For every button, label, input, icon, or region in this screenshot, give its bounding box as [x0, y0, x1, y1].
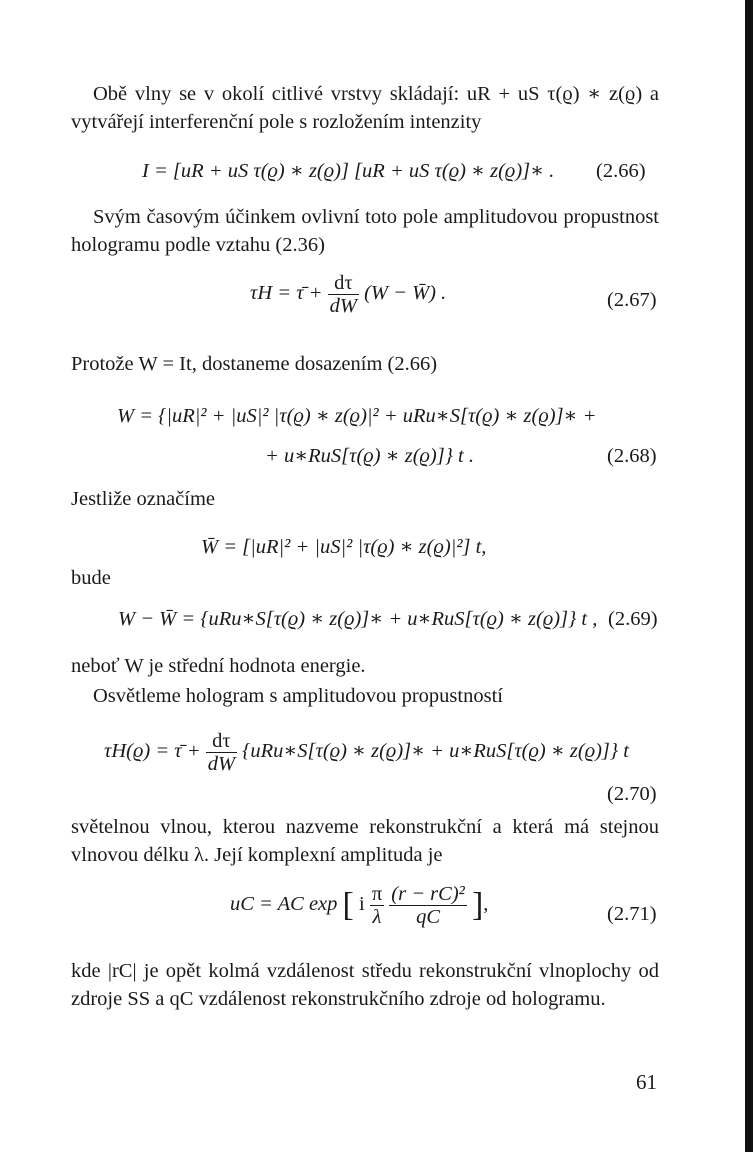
eq270-denominator: dW: [207, 753, 236, 775]
eq267-rhs: (W − W̄) .: [364, 282, 447, 305]
equation-2-70: [104, 730, 629, 775]
paragraph-4: Jestliže označíme: [71, 488, 216, 510]
eq270-numerator: dτ: [206, 730, 237, 753]
eq267-lhs: τH = τ̄ +: [250, 282, 323, 305]
eq271-f2-denominator: qC: [416, 906, 441, 928]
paragraph-6: neboť W je střední hodnota energie.: [71, 655, 366, 677]
eq271-f1-numerator: π: [371, 883, 383, 905]
equation-2-68-line-1: W = {|uR|² + |uS|² |τ(ϱ) ∗ z(ϱ)|² + uRu∗S[τ(ϱ) ∗ z(ϱ)]∗ +: [117, 405, 597, 427]
equation-number-2-66: (2.66): [596, 160, 646, 182]
eq271-right-bracket: ]: [471, 886, 484, 924]
page-number: 61: [636, 1070, 657, 1094]
eq271-f2-numerator: (r − rC)²: [391, 883, 465, 905]
eq270-rhs: {uRu∗S[τ(ϱ) ∗ z(ϱ)]∗ + u∗RuS[τ(ϱ) ∗ z(ϱ)]} t: [242, 740, 629, 763]
equation-2-68-line-2: + u∗RuS[τ(ϱ) ∗ z(ϱ)]} t .: [265, 445, 474, 467]
paragraph-8: světelnou vlnou, kterou nazveme rekonstrukční a která má stejnou vlnovou délku λ. Její komplexní amplituda je: [71, 816, 659, 866]
paragraph-5: bude: [71, 567, 111, 589]
eq271-fraction-2: [389, 883, 467, 928]
equation-number-2-69: (2.69): [608, 608, 658, 630]
paragraph-7: Osvětleme hologram s amplitudovou propustností: [93, 685, 503, 707]
equation-2-67: [250, 272, 446, 317]
eq271-f1-denominator: λ: [372, 906, 382, 928]
equation-w-bar: W̄ = [|uR|² + |uS|² |τ(ϱ) ∗ z(ϱ)|²] t,: [201, 536, 487, 558]
paragraph-2: Svým časovým účinkem ovlivní toto pole amplitudovou propustnost hologramu podle vztahu (2.36): [71, 206, 659, 256]
equation-2-66: I = [uR + uS τ(ϱ) ∗ z(ϱ)] [uR + uS τ(ϱ) ∗ z(ϱ)]∗ .: [142, 160, 555, 182]
equation-number-2-68: (2.68): [607, 445, 657, 467]
eq267-numerator: dτ: [328, 272, 359, 295]
eq271-fraction-1: [370, 883, 384, 928]
eq267-fraction: [328, 272, 359, 317]
equation-number-2-70: (2.70): [607, 783, 657, 805]
eq270-lhs: τH(ϱ) = τ̄ +: [104, 740, 201, 763]
eq270-fraction: [206, 730, 237, 775]
equation-2-69: W − W̄ = {uRu∗S[τ(ϱ) ∗ z(ϱ)]∗ + u∗RuS[τ(ϱ) ∗ z(ϱ)]} t ,: [118, 608, 598, 630]
eq271-imaginary-unit: i: [358, 893, 365, 916]
eq271-left-bracket: [: [342, 886, 354, 924]
paragraph-9: kde |rC| je opět kolmá vzdálenost středu rekonstrukční vlnoplochy od zdroje SS a qC vzdálenost rekonstrukčního zdroje od hologramu.: [71, 960, 659, 1010]
equation-2-71: uC = AC exp [ i $\frac{\pi}{\lambda}$ $\frac{\text{(r − rC)²}}{qC}$ ],: [230, 883, 489, 928]
paragraph-3: Protože W = It, dostaneme dosazením (2.66): [71, 353, 438, 375]
page-edge: [745, 0, 753, 1152]
paragraph-1: Obě vlny se v okolí citlivé vrstvy skládají: uR + uS τ(ϱ) ∗ z(ϱ) a vytvářejí interferenční pole s rozložením intenzity: [71, 83, 659, 133]
eq267-denominator: dW: [329, 295, 357, 317]
equation-number-2-67: (2.67): [607, 289, 657, 311]
eq271-lhs: uC = AC exp: [230, 893, 338, 916]
equation-number-2-71: (2.71): [607, 903, 657, 925]
